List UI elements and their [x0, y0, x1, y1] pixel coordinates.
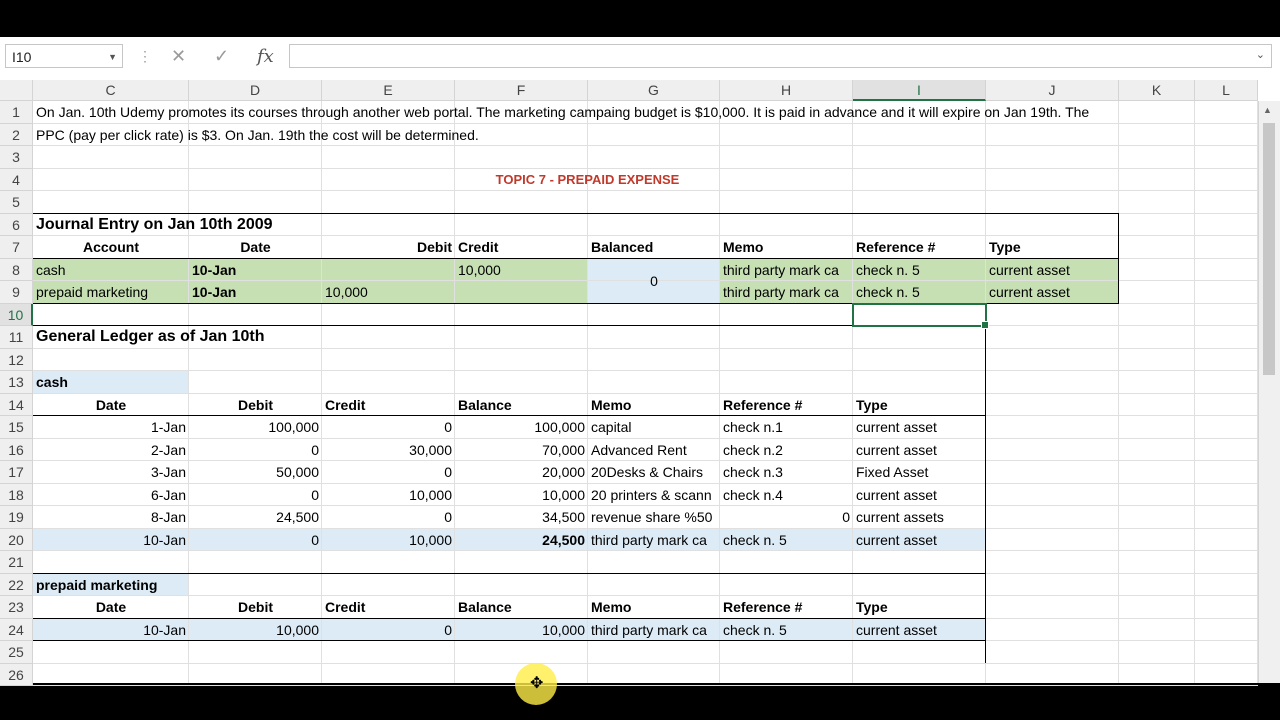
vertical-scrollbar[interactable]	[1258, 101, 1280, 683]
ledger-balance: 70,000	[542, 441, 585, 458]
ledger-date: 1-Jan	[150, 419, 186, 435]
ledger-memo: 20Desks & Chairs	[591, 464, 704, 480]
ledger-credit: 30,000	[409, 441, 452, 458]
more-options-icon: ⋮	[138, 48, 152, 64]
corner[interactable]	[0, 80, 33, 101]
journal-balanced-value: 0	[650, 272, 658, 289]
journal-date: 10-Jan	[192, 284, 237, 300]
prepaid-header-3: Balance	[458, 599, 512, 615]
name-box-dropdown-icon[interactable]: ▼	[108, 52, 117, 62]
journal-header-4: Balanced	[591, 239, 654, 255]
ledger-ref: check n.4	[723, 486, 783, 503]
row-header-16[interactable]: 16	[0, 439, 33, 462]
row-header-26[interactable]: 26	[0, 664, 33, 687]
description-line-1: On Jan. 10th Udemy promotes its courses through another web portal. The marketing campaing budget is $10,000. It is paid in advance and it will expire on Jan 19th. The	[36, 104, 1090, 120]
prepaid-header-6: Type	[856, 599, 888, 615]
ledger-memo: revenue share %50	[591, 509, 713, 525]
journal-ref: check n. 5	[856, 284, 920, 300]
gridline-horizontal	[33, 663, 1258, 664]
formula-input[interactable]	[289, 44, 1272, 68]
ledger-type: current asset	[856, 531, 937, 548]
journal-title: Journal Entry on Jan 10th 2009	[36, 215, 273, 233]
row-header-7[interactable]: 7	[0, 236, 33, 259]
prepaid-header-1: Debit	[238, 599, 273, 615]
ledger-ref: check n.3	[723, 464, 783, 480]
row-header-20[interactable]: 20	[0, 529, 33, 552]
ledger-date: 6-Jan	[150, 486, 186, 503]
prepaid-header-5: Reference #	[723, 599, 803, 615]
row-header-4[interactable]: 4	[0, 169, 33, 192]
column-header-h[interactable]: H	[720, 80, 853, 101]
column-header-g[interactable]: G	[588, 80, 720, 101]
ledger-balance: 20,000	[542, 464, 585, 480]
mouse-cursor-highlight	[515, 663, 557, 705]
cash-header-2: Credit	[325, 396, 366, 413]
row-header-9[interactable]: 9	[0, 281, 33, 304]
ledger-date: 3-Jan	[150, 464, 186, 480]
column-header-i[interactable]: I	[853, 80, 986, 101]
column-header-k[interactable]: K	[1119, 80, 1195, 101]
prepaid-header-2: Credit	[325, 599, 366, 615]
row-header-11[interactable]: 11	[0, 326, 33, 349]
ledger-debit: 0	[311, 486, 319, 503]
worksheet-grid[interactable]	[0, 80, 1280, 692]
journal-account: cash	[36, 261, 66, 278]
journal-memo: third party mark ca	[723, 284, 839, 300]
row-header-17[interactable]: 17	[0, 461, 33, 484]
cancel-icon[interactable]: ✕	[171, 46, 187, 66]
ledger-credit: 10,000	[409, 531, 452, 548]
ledger-debit: 100,000	[268, 419, 319, 435]
row-header-5[interactable]: 5	[0, 191, 33, 214]
row-header-1[interactable]: 1	[0, 101, 33, 124]
ledger-credit: 0	[444, 621, 452, 638]
row-header-18[interactable]: 18	[0, 484, 33, 507]
cash-label: cash	[36, 374, 68, 390]
ledger-ref: check n. 5	[723, 531, 787, 548]
ledger-date: 2-Jan	[150, 441, 186, 458]
row-header-23[interactable]: 23	[0, 596, 33, 619]
journal-ref: check n. 5	[856, 261, 920, 278]
ledger-type: current assets	[856, 509, 944, 525]
scrollbar-thumb[interactable]	[1263, 123, 1275, 375]
ledger-debit: 10,000	[276, 621, 319, 638]
ledger-balance: 100,000	[534, 419, 585, 435]
ledger-type: Fixed Asset	[856, 464, 929, 480]
name-box[interactable]	[5, 44, 123, 68]
journal-header-5: Memo	[723, 239, 764, 255]
row-header-12[interactable]: 12	[0, 349, 33, 372]
description-line-2: PPC (pay per click rate) is $3. On Jan. 19th the cost will be determined.	[36, 126, 479, 143]
ledger-ref: check n.1	[723, 419, 783, 435]
cash-header-6: Type	[856, 396, 888, 413]
journal-header-1: Date	[240, 239, 271, 255]
row-header-3[interactable]: 3	[0, 146, 33, 169]
cash-header-4: Memo	[591, 396, 632, 413]
ledger-balance: 10,000	[542, 486, 585, 503]
column-header-j[interactable]: J	[986, 80, 1119, 101]
ledger-ref: check n.2	[723, 441, 783, 458]
ledger-date: 10-Jan	[143, 531, 186, 548]
spreadsheet-window	[0, 37, 1280, 692]
ledger-credit: 0	[444, 509, 452, 525]
ledger-balance: 24,500	[542, 531, 585, 548]
ledger-memo: third party mark ca	[591, 531, 707, 548]
row-header-21[interactable]: 21	[0, 551, 33, 574]
topic-title: TOPIC 7 - PREPAID EXPENSE	[495, 171, 680, 187]
ledger-debit: 50,000	[276, 464, 319, 480]
cash-header-5: Reference #	[723, 396, 803, 413]
journal-header-7: Type	[989, 239, 1021, 255]
move-cursor-icon: ✥	[530, 675, 544, 692]
ledger-type: current asset	[856, 441, 937, 458]
journal-account: prepaid marketing	[36, 284, 149, 300]
insert-function-icon[interactable]: fx	[257, 46, 274, 67]
journal-debit: 10,000	[325, 284, 368, 300]
ledger-type: current asset	[856, 621, 937, 638]
expand-formula-icon[interactable]: ⌄	[1255, 49, 1265, 61]
journal-debit	[322, 259, 455, 282]
row-header-19[interactable]: 19	[0, 506, 33, 529]
cash-header-0: Date	[95, 396, 127, 413]
row-header-8[interactable]: 8	[0, 259, 33, 282]
journal-memo: third party mark ca	[723, 261, 839, 278]
prepaid-header-0: Date	[95, 599, 127, 615]
fill-handle[interactable]	[981, 321, 989, 329]
ledger-type: current asset	[856, 419, 937, 435]
journal-type: current asset	[989, 261, 1070, 278]
journal-header-2: Debit	[417, 239, 452, 255]
column-header-l[interactable]: L	[1195, 80, 1258, 101]
journal-type: current asset	[989, 284, 1070, 300]
scroll-up-icon[interactable]: ▲	[1263, 105, 1272, 115]
ledger-ref: check n. 5	[723, 621, 787, 638]
cash-header-1: Debit	[238, 396, 273, 413]
journal-credit: 10,000	[458, 261, 501, 278]
selected-cell[interactable]	[852, 303, 987, 328]
ledger-memo: third party mark ca	[591, 621, 707, 638]
cash-header-3: Balance	[458, 396, 512, 413]
journal-header-6: Reference #	[856, 239, 936, 255]
row-header-14[interactable]: 14	[0, 394, 33, 417]
ledger-credit: 10,000	[409, 486, 452, 503]
column-header-e[interactable]: E	[322, 80, 455, 101]
name-box-value: I10	[12, 49, 32, 65]
row-header-2[interactable]: 2	[0, 124, 33, 147]
ledger-memo: capital	[591, 419, 632, 435]
prepaid-header-4: Memo	[591, 599, 632, 615]
row-header-22[interactable]: 22	[0, 574, 33, 597]
journal-credit	[455, 281, 588, 304]
journal-header-0: Account	[83, 239, 139, 255]
column-header-d[interactable]: D	[189, 80, 322, 101]
column-header-c[interactable]: C	[33, 80, 189, 101]
ledger-memo: Advanced Rent	[591, 441, 687, 458]
ledger-memo: 20 printers & scann	[591, 486, 712, 503]
ledger-credit: 0	[444, 419, 452, 435]
row-header-13[interactable]: 13	[0, 371, 33, 394]
enter-icon[interactable]: ✓	[214, 46, 230, 66]
row-header-15[interactable]: 15	[0, 416, 33, 439]
row-header-6[interactable]: 6	[0, 214, 33, 237]
ledger-title: General Ledger as of Jan 10th	[36, 328, 265, 345]
gridline-horizontal	[33, 685, 1258, 686]
ledger-balance: 10,000	[542, 621, 585, 638]
ledger-balance: 34,500	[542, 509, 585, 525]
column-header-f[interactable]: F	[455, 80, 588, 101]
ledger-debit: 24,500	[276, 509, 319, 525]
ledger-date: 10-Jan	[143, 621, 186, 638]
ledger-debit: 0	[311, 441, 319, 458]
journal-date: 10-Jan	[192, 261, 237, 278]
row-header-10[interactable]: 10	[0, 304, 33, 327]
gridline-horizontal	[33, 370, 1258, 371]
row-header-25[interactable]: 25	[0, 641, 33, 664]
formula-bar	[0, 37, 1280, 77]
ledger-ref: 0	[842, 509, 850, 525]
row-header-24[interactable]: 24	[0, 619, 33, 642]
ledger-type: current asset	[856, 486, 937, 503]
ledger-date: 8-Jan	[150, 509, 186, 525]
journal-header-3: Credit	[458, 239, 499, 255]
prepaid-label: prepaid marketing	[36, 576, 158, 593]
ledger-debit: 0	[311, 531, 319, 548]
ledger-credit: 0	[444, 464, 452, 480]
